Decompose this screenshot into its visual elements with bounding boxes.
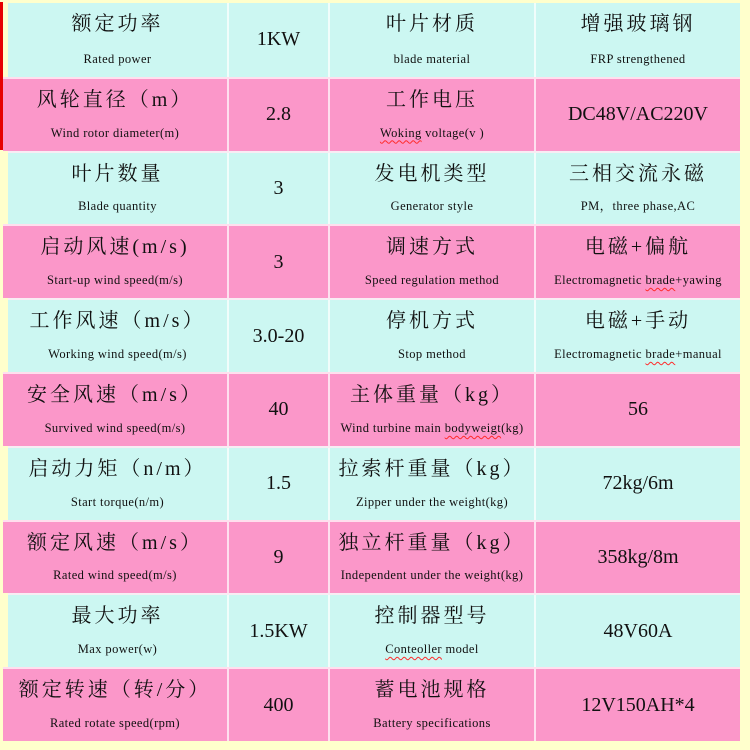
- spec-cell-value: [536, 79, 740, 151]
- label-zh: 停机方式: [386, 310, 478, 333]
- spec-cell-value: [229, 300, 330, 372]
- spec-cell-label: [330, 79, 536, 151]
- label-en: Battery specifications: [373, 715, 491, 730]
- spec-cell-value: [229, 79, 330, 151]
- label-zh: 额定转速（转/分）: [18, 679, 212, 702]
- label-en: Independent under the weight(kg): [340, 568, 524, 583]
- spec-cell-value: [536, 595, 740, 667]
- spec-cell-label: [536, 3, 740, 77]
- spec-cell-value: [229, 669, 330, 741]
- label-en: Electromagnetic brade+yawing: [554, 273, 722, 288]
- label-en: Survived wind speed(m/s): [44, 420, 186, 435]
- spec-cell-label: [330, 374, 536, 446]
- label-en: Rated power: [83, 51, 152, 66]
- spec-cell-value: [536, 522, 740, 594]
- spec-cell-label: [536, 153, 740, 225]
- label-en: Woking voltage(v ): [379, 125, 485, 140]
- label-zh: 安全风速（m/s）: [27, 383, 203, 406]
- spec-cell-label: [8, 595, 229, 667]
- spec-cell-label: [3, 522, 229, 594]
- spec-cell-value: [229, 226, 330, 298]
- spec-row: [8, 593, 740, 667]
- label-zh: 额定风速（m/s）: [27, 531, 203, 554]
- label-zh: 叶片数量: [71, 162, 164, 185]
- label-zh: 独立杆重量（kg）: [338, 531, 526, 554]
- label-en: Wind rotor diameter(m): [50, 125, 180, 140]
- label-zh: 增强玻璃钢: [580, 13, 696, 35]
- label-zh: 启动力矩（n/m）: [28, 457, 207, 480]
- spec-cell-label: [330, 595, 536, 667]
- spec-cell-value: [229, 595, 330, 667]
- spec-cell-label: [3, 374, 229, 446]
- cell-value: 1.5KW: [249, 619, 308, 642]
- spec-cell-label: [330, 153, 536, 225]
- cell-value: 40: [268, 398, 289, 421]
- cell-value: 9: [273, 545, 284, 568]
- spec-cell-label: [330, 3, 536, 77]
- label-zh: 工作风速（m/s）: [29, 310, 206, 333]
- label-en: Start torque(n/m): [70, 494, 165, 509]
- spec-row: [3, 224, 740, 298]
- label-zh: 三相交流永磁: [569, 162, 707, 185]
- label-en: Electromagnetic brade+manual: [554, 346, 722, 361]
- label-en: Rated rotate speed(rpm): [50, 715, 180, 730]
- cell-value: 3: [273, 176, 284, 199]
- label-zh: 风轮直径（m）: [36, 88, 194, 111]
- spec-cell-value: [229, 153, 330, 225]
- cell-value: 1.5: [266, 472, 291, 495]
- label-zh: 工作电压: [386, 88, 478, 111]
- spec-row: [8, 3, 740, 77]
- spec-cell-value: [536, 669, 740, 741]
- spec-row: [3, 520, 740, 594]
- spec-cell-label: [536, 300, 740, 372]
- spec-cell-label: [3, 226, 229, 298]
- label-zh: 控制器型号: [374, 605, 490, 628]
- spec-cell-label: [330, 226, 536, 298]
- spec-cell-label: [330, 669, 536, 741]
- spec-row: [8, 298, 740, 372]
- label-zh: 电磁+手动: [584, 310, 692, 333]
- label-en: Working wind speed(m/s): [48, 346, 187, 361]
- spec-row: [3, 372, 740, 446]
- label-en: PM，three phase,AC: [580, 199, 696, 214]
- label-en: Blade quantity: [78, 199, 157, 214]
- misspelling-squiggle: brade: [645, 273, 676, 288]
- label-en: Zipper under the weight(kg): [355, 494, 509, 509]
- label-en: Stop method: [398, 346, 466, 361]
- misspelling-squiggle: brade: [645, 346, 676, 361]
- cell-value: 56: [628, 398, 648, 421]
- spec-cell-value: [536, 448, 740, 520]
- label-en: blade material: [393, 51, 471, 66]
- label-en: Generator style: [390, 199, 474, 214]
- misspelling-squiggle: Conteoller: [385, 642, 442, 657]
- label-zh: 拉索杆重量（kg）: [338, 457, 526, 480]
- label-en: Speed regulation method: [364, 273, 500, 288]
- label-en: Rated wind speed(m/s): [53, 568, 177, 583]
- label-zh: 最大功率: [71, 605, 164, 628]
- label-en: Start-up wind speed(m/s): [47, 273, 183, 288]
- spec-cell-label: [8, 3, 229, 77]
- spec-cell-value: [229, 522, 330, 594]
- spec-cell-value: [229, 3, 330, 77]
- cell-value: 3: [273, 250, 284, 273]
- misspelling-squiggle: bodyweigt: [444, 420, 502, 435]
- spec-cell-value: [229, 374, 330, 446]
- label-zh: 额定功率: [71, 13, 164, 35]
- cell-value: 1KW: [256, 28, 301, 51]
- spec-cell-label: [3, 79, 229, 151]
- cell-value: 358kg/8m: [597, 545, 679, 568]
- label-en: Wind turbine main bodyweigt(kg): [340, 420, 524, 435]
- spec-row: [3, 667, 740, 741]
- spec-cell-label: [8, 153, 229, 225]
- cell-value: 2.8: [266, 103, 291, 126]
- spec-cell-label: [3, 669, 229, 741]
- cell-value: 12V150AH*4: [581, 693, 695, 716]
- spec-cell-label: [8, 448, 229, 520]
- label-zh: 蓄电池规格: [374, 679, 490, 702]
- spec-cell-value: [229, 448, 330, 520]
- spec-cell-label: [330, 300, 536, 372]
- cell-value: 48V60A: [603, 619, 673, 642]
- label-en: FRP strengthened: [590, 51, 686, 66]
- spec-cell-label: [330, 448, 536, 520]
- label-zh: 发电机类型: [374, 162, 490, 185]
- spec-row: [8, 446, 740, 520]
- spec-cell-label: [8, 300, 229, 372]
- label-zh: 主体重量（kg）: [350, 383, 514, 406]
- cell-value: 72kg/6m: [602, 472, 674, 495]
- spec-cell-label: [536, 226, 740, 298]
- spec-cell-value: [536, 374, 740, 446]
- label-zh: 叶片材质: [386, 13, 478, 35]
- label-en: Conteoller model: [385, 642, 479, 657]
- label-zh: 电磁+偏航: [584, 236, 692, 259]
- spec-table: [8, 3, 740, 741]
- spec-row: [3, 77, 740, 151]
- label-zh: 调速方式: [386, 236, 478, 259]
- spec-cell-label: [330, 522, 536, 594]
- label-zh: 启动风速(m/s): [40, 236, 190, 259]
- cell-value: DC48V/AC220V: [567, 103, 708, 126]
- cell-value: 400: [263, 693, 294, 716]
- cell-value: 3.0-20: [252, 324, 305, 347]
- spec-row: [8, 151, 740, 225]
- misspelling-squiggle: Woking: [379, 125, 422, 140]
- label-en: Max power(w): [77, 642, 158, 657]
